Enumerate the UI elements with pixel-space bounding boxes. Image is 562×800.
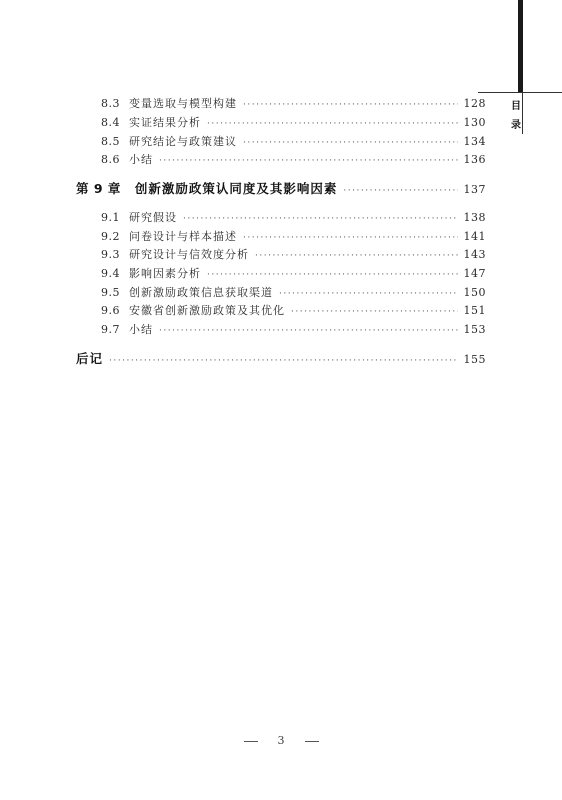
- toc-entry-title: 创新激励政策信息获取渠道: [129, 286, 273, 299]
- side-tab-label-1: 目: [511, 101, 521, 112]
- toc-chapter-number: 第 9 章: [76, 181, 121, 196]
- toc-chapter-title: 后记: [76, 351, 104, 366]
- dot-leader: [279, 286, 458, 302]
- toc-entry-9-5[interactable]: [101, 285, 486, 302]
- toc-entry-8-6[interactable]: [101, 152, 486, 169]
- toc-entry-number: 9.1: [101, 211, 120, 224]
- dot-leader: [291, 304, 458, 320]
- toc-entry-page: 137: [463, 183, 486, 196]
- toc-entry-number: 9.3: [101, 248, 120, 261]
- toc-entry-title: 问卷设计与样本描述: [129, 230, 237, 243]
- toc-entry-title: 研究设计与信效度分析: [129, 248, 249, 261]
- side-tab-bar: [518, 0, 523, 92]
- toc-postscript[interactable]: [76, 351, 486, 369]
- dot-leader: [207, 116, 458, 132]
- toc-entry-title: 研究假设: [129, 211, 177, 224]
- toc-chapter-title: 创新激励政策认同度及其影响因素: [134, 181, 338, 196]
- page-footer: [0, 734, 562, 747]
- toc-entry-title: 安徽省创新激励政策及其优化: [129, 304, 285, 317]
- dot-leader: [255, 248, 458, 264]
- toc-entry-number: 9.7: [101, 323, 120, 336]
- dot-leader: [207, 267, 458, 283]
- footer-dash-right: [305, 741, 319, 742]
- toc-entry-number: 9.6: [101, 304, 120, 317]
- toc-entry-page: 130: [463, 116, 486, 129]
- toc-entry-9-3[interactable]: [101, 247, 486, 264]
- toc-entry-page: 136: [463, 153, 486, 166]
- dot-leader: [183, 211, 458, 227]
- toc-entry-title: 变量选取与模型构建: [129, 97, 237, 110]
- side-tab-label-2: 录: [511, 120, 521, 131]
- toc-entry-9-2[interactable]: [101, 229, 486, 246]
- toc-entry-page: 153: [463, 323, 486, 336]
- toc-entry-page: 128: [463, 97, 486, 110]
- dot-leader: [159, 323, 458, 339]
- toc-entry-9-1[interactable]: [101, 210, 486, 227]
- toc-entry-title: 实证结果分析: [129, 116, 201, 129]
- toc-entry-number: 8.3: [101, 97, 120, 110]
- toc-entry-number: 9.2: [101, 230, 120, 243]
- toc-entry-9-7[interactable]: [101, 322, 486, 339]
- toc-entry-8-4[interactable]: [101, 115, 486, 132]
- dot-leader: [243, 135, 458, 151]
- toc-entry-8-3[interactable]: [101, 96, 486, 113]
- toc-entry-number: 8.4: [101, 116, 120, 129]
- toc-entry-title: 研究结论与政策建议: [129, 135, 237, 148]
- toc-entry-number: 8.5: [101, 135, 120, 148]
- dot-leader: [159, 153, 458, 169]
- toc-entry-title: 小结: [129, 323, 153, 336]
- dot-leader: [243, 230, 458, 246]
- toc-chapter-9[interactable]: [76, 181, 486, 199]
- dot-leader: [243, 97, 458, 113]
- toc-entry-title: 小结: [129, 153, 153, 166]
- toc-entry-9-6[interactable]: [101, 303, 486, 320]
- toc-entry-page: 138: [463, 211, 486, 224]
- toc-entry-number: 8.6: [101, 153, 120, 166]
- toc-entry-number: 9.4: [101, 267, 120, 280]
- toc-entry-page: 150: [463, 286, 486, 299]
- toc-entry-number: 9.5: [101, 286, 120, 299]
- toc-entry-title: 影响因素分析: [129, 267, 201, 280]
- toc-entry-page: 151: [463, 304, 486, 317]
- toc-entry-page: 155: [463, 353, 486, 366]
- toc-entry-page: 134: [463, 135, 486, 148]
- dot-leader: [343, 183, 457, 199]
- toc-entry-page: 147: [463, 267, 486, 280]
- toc-entry-9-4[interactable]: [101, 266, 486, 283]
- page-number: 3: [277, 734, 285, 747]
- toc-entry-page: 141: [463, 230, 486, 243]
- footer-dash-left: [244, 741, 258, 742]
- dot-leader: [109, 353, 457, 369]
- toc-entry-page: 143: [463, 248, 486, 261]
- toc-entry-8-5[interactable]: [101, 134, 486, 151]
- side-tab-rule: [478, 92, 562, 93]
